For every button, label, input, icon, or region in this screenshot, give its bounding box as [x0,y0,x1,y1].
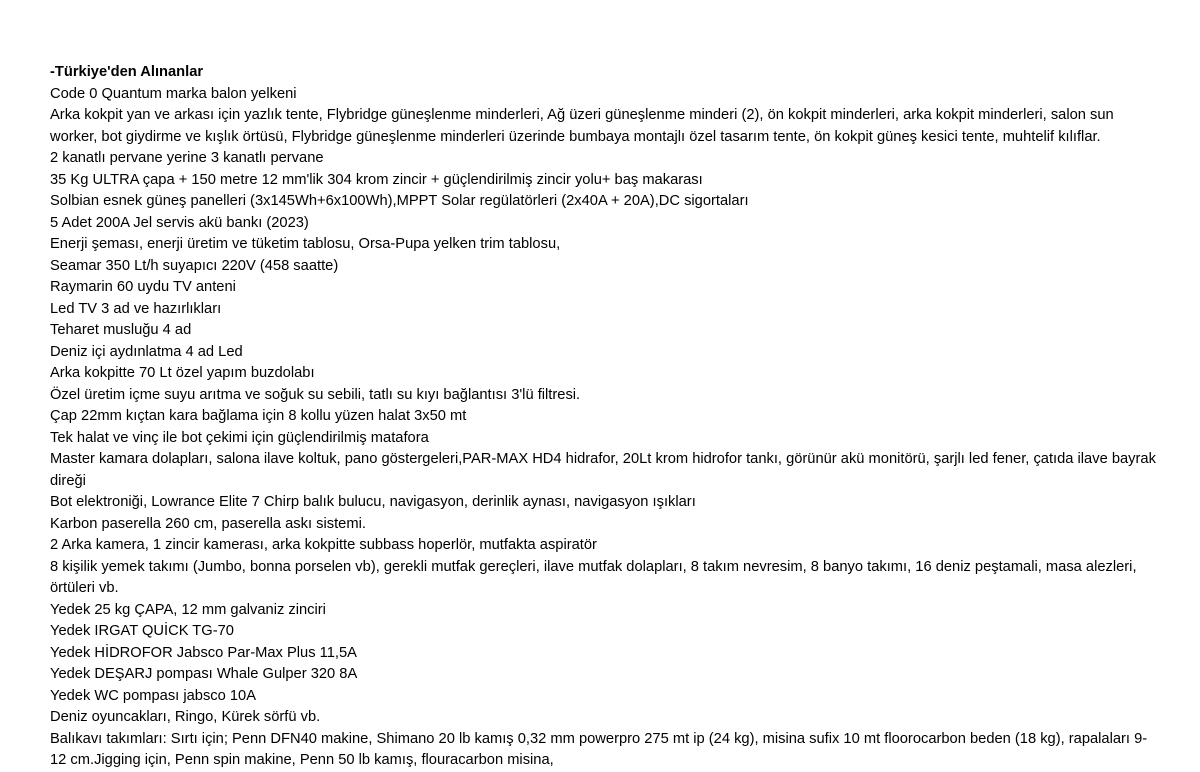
document-line: Tek halat ve vinç ile bot çekimi için güçlendirilmiş matafora [50,429,429,446]
document-line: 8 kişilik yemek takımı (Jumbo, bonna porselen vb), gerekli mutfak gereçleri, ilave mutfak dolapları, 8 takım nevresim, 8 banyo takımı, 16 deniz peştamali, masa alezleri, örtüleri vb. [50,558,1141,596]
document-line: Led TV 3 ad ve hazırlıkları [50,300,222,317]
document-heading: -Türkiye'den Alınanlar [50,64,204,80]
document-line: Balıkavı takımları: Sırtı için; Penn DFN40 makine, Shimano 20 lb kamış 0,32 mm powerpro 275 mt ip (24 kg), misina sufix 10 mt floorocarbon beden (18 kg), rapalaları 9-12 cm.Jigging için, Penn spin makine, Penn 50 lb kamış, flouracarbon misina, [50,730,1148,768]
document-line: Yedek IRGAT QUİCK TG-70 [50,623,234,639]
document-line: Deniz içi aydınlatma 4 ad Led [50,343,243,360]
document-line: Master kamara dolapları, salona ilave koltuk, pano göstergeleri,PAR-MAX HD4 hidrafor, 20Lt krom hidrofor tankı, görünür akü monitörü, şarjlı led fener, çatıda ilave bayrak direği [50,451,1160,489]
document-line: Teharet musluğu 4 ad [50,322,192,338]
document-line: Raymarin 60 uydu TV anteni [50,279,236,295]
document-line: Deniz oyuncakları, Ringo, Kürek sörfü vb. [50,709,321,725]
document-line: Özel üretim içme suyu arıtma ve soğuk su sebili, tatlı su kıyı bağlantısı 3'lü filtresi. [50,386,581,403]
document-line: Karbon paserella 260 cm, paserella askı sistemi. [50,515,366,532]
document-line: 35 Kg ULTRA çapa + 150 metre 12 mm'lik 304 krom zincir + güçlendirilmiş zincir yolu+ baş makarası [50,171,703,188]
document-line-list [50,84,1160,772]
document-line: Yedek HİDROFOR Jabsco Par-Max Plus 11,5A [50,644,357,661]
document-line: Bot elektroniği, Lowrance Elite 7 Chirp balık bulucu, navigasyon, derinlik aynası, navigasyon ışıkları [50,494,696,510]
document-line: Yedek WC pompası jabsco 10A [50,687,257,704]
document-line: Arka kokpit yan ve arkası için yazlık tente, Flybridge güneşlenme minderleri, Ağ üzeri güneşlenme minderi (2), ön kokpit minderleri, arka kokpit minderleri, salon sun worker, bot giydirme ve kışlık örtüsü, Flybridge güneşlenme minderleri üzerinde bumbaya montajlı özel tasarım tente, ön kokpit güneş kesici tente, muhtelif kılıflar. [50,107,1118,145]
document-line: Code 0 Quantum marka balon yelkeni [50,85,297,102]
document-line: Solbian esnek güneş panelleri (3x145Wh+6x100Wh),MPPT Solar regülatörleri (2x40A + 20A),DC sigortaları [50,193,749,209]
document-line: Enerji şeması, enerji üretim ve tüketim tablosu, Orsa-Pupa yelken trim tablosu, [50,236,561,252]
document-line: Çap 22mm kıçtan kara bağlama için 8 kollu yüzen halat 3x50 mt [50,408,467,424]
document-body [50,62,1160,772]
document-line: Yedek 25 kg ÇAPA, 12 mm galvaniz zinciri [50,601,326,618]
document-line: 2 kanatlı pervane yerine 3 kanatlı pervane [50,150,324,166]
document-line: Seamar 350 Lt/h suyapıcı 220V (458 saatte) [50,257,339,274]
document-line: 2 Arka kamera, 1 zincir kamerası, arka kokpitte subbass hoperlör, mutfakta aspiratör [50,537,597,553]
document-line: Arka kokpitte 70 Lt özel yapım buzdolabı [50,365,315,381]
document-line: 5 Adet 200A Jel servis akü bankı (2023) [50,214,309,231]
document-line: Yedek DEŞARJ pompası Whale Gulper 320 8A [50,666,358,682]
